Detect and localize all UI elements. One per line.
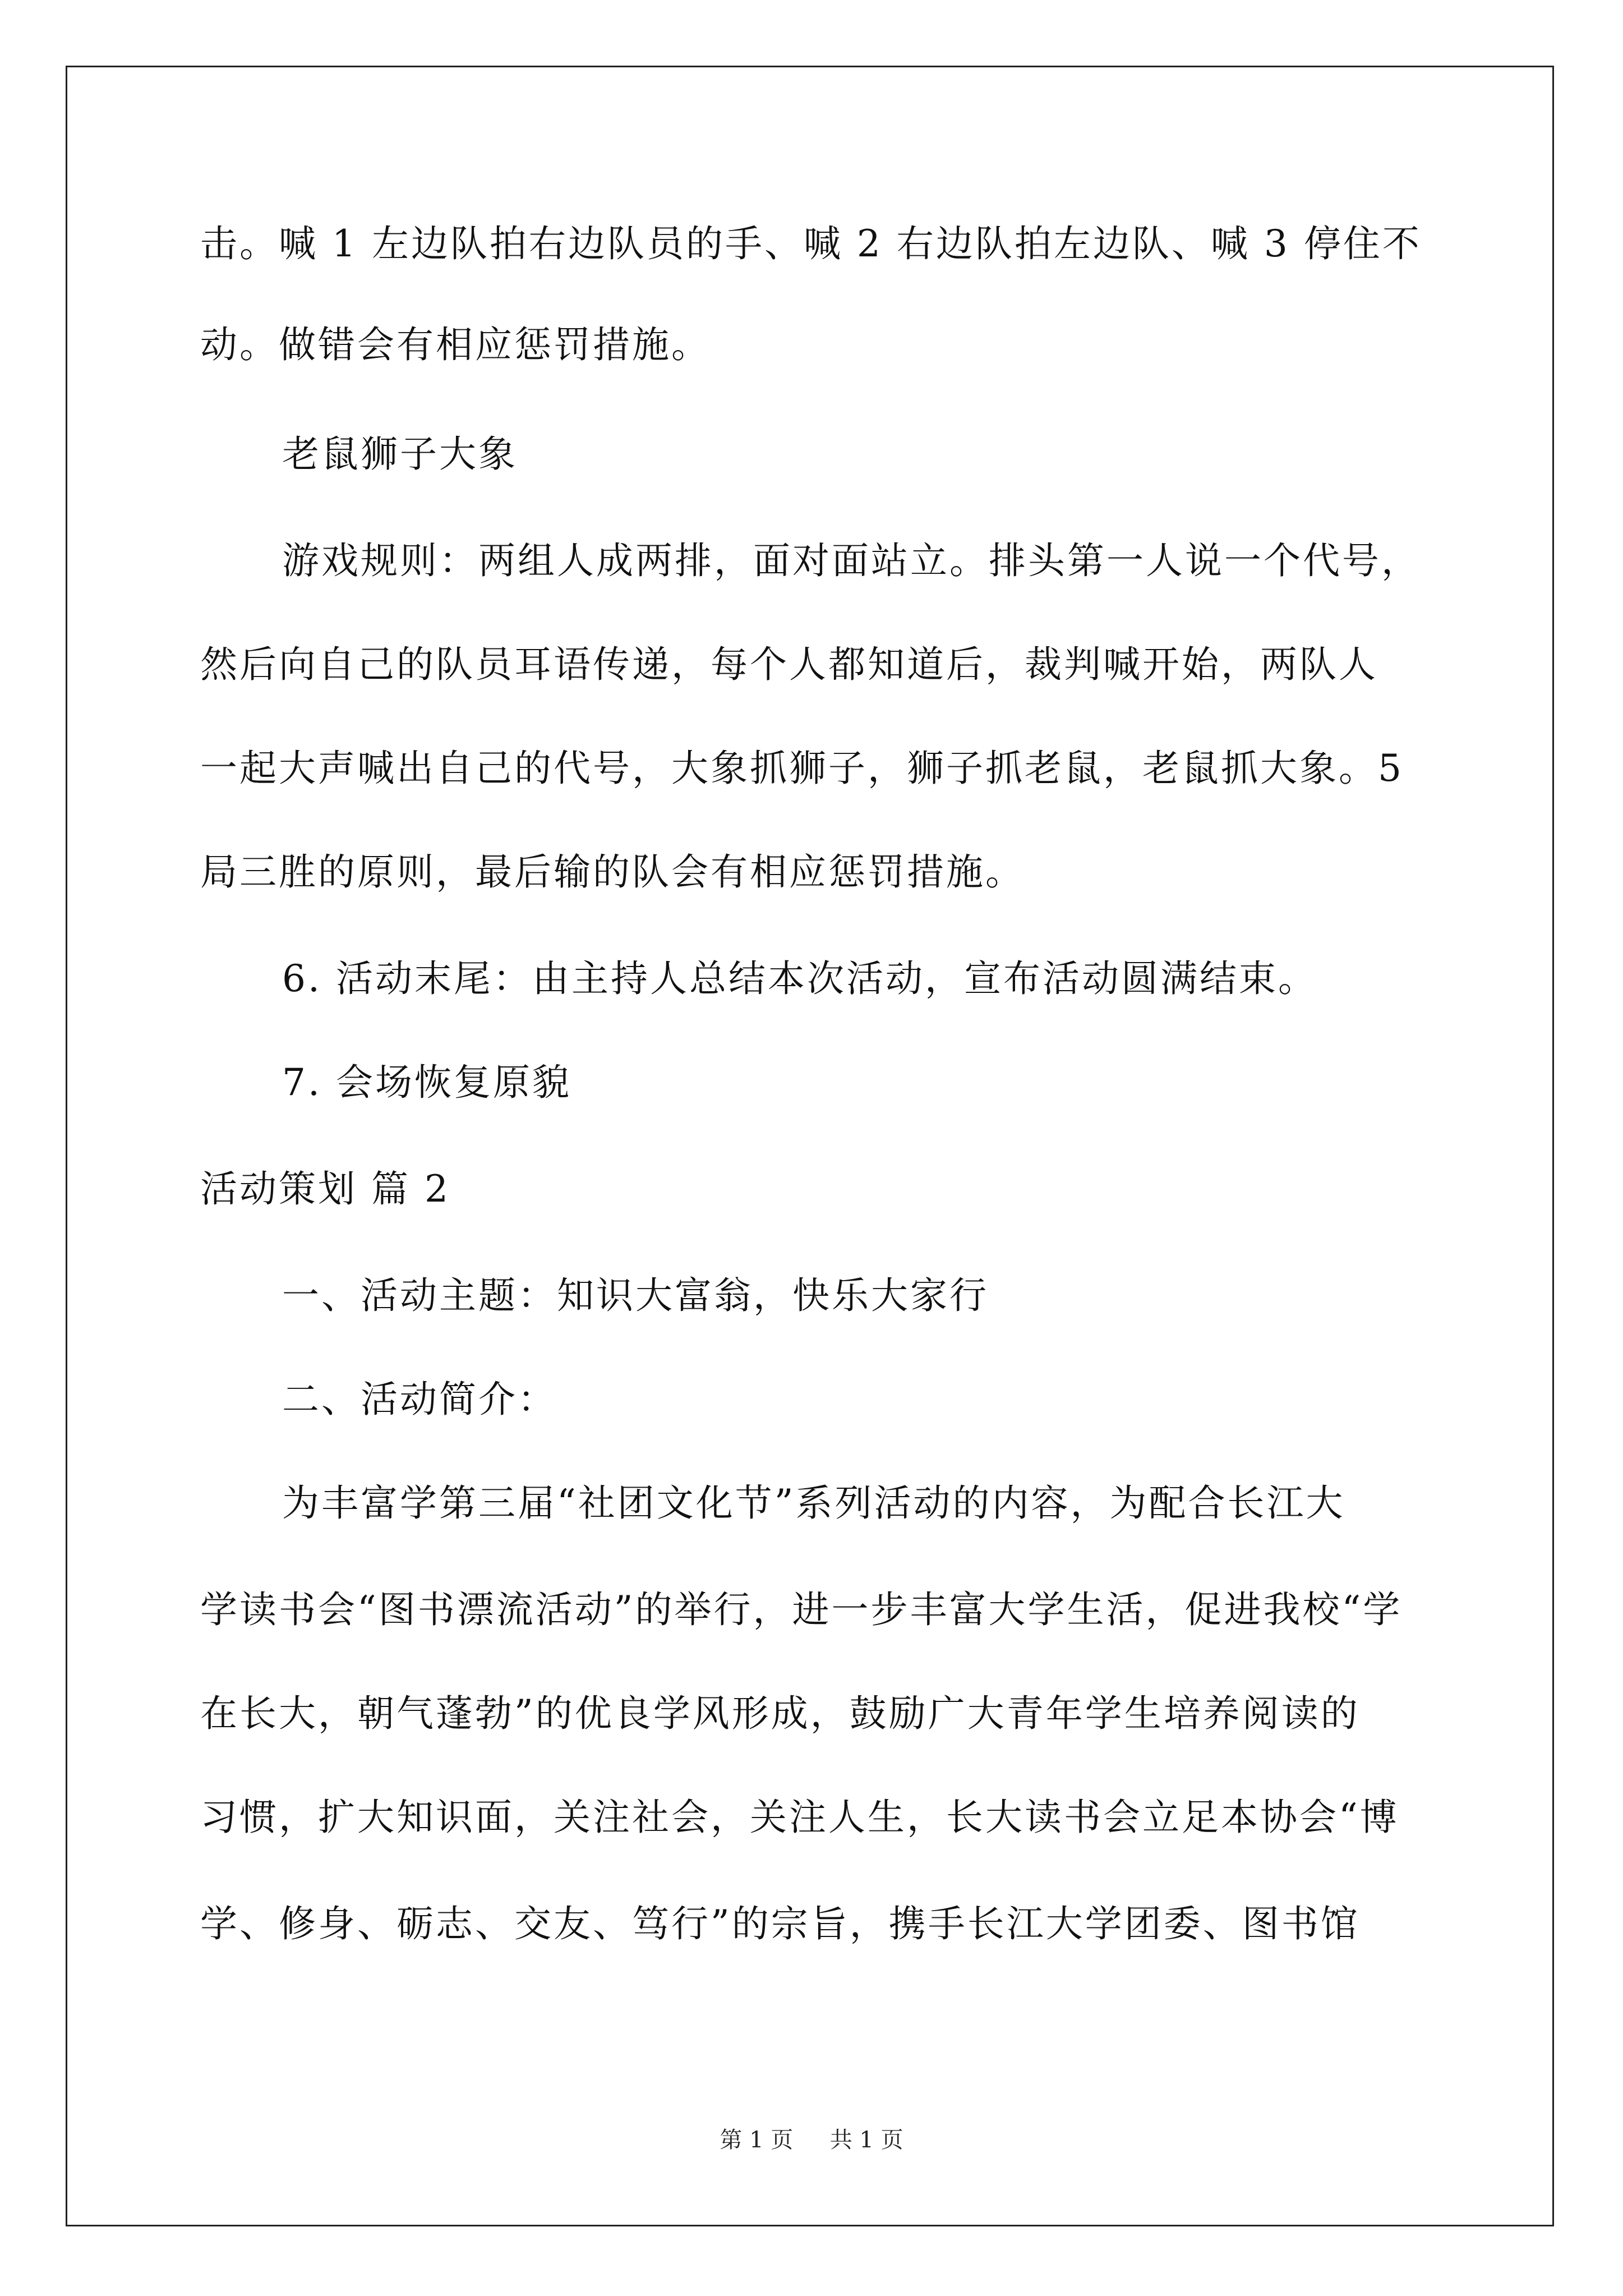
text-line: 在长大，朝气蓬勃”的优良学风形成，鼓励广大青年学生培养阅读的: [200, 1692, 1360, 1735]
text-line: 6. 活动末尾：由主持人总结本次活动，宣布活动圆满结束。: [282, 957, 1317, 1000]
text-line: 动。做错会有相应惩罚措施。: [200, 323, 711, 366]
text-line: 游戏规则：两组人成两排，面对面站立。排头第一人说一个代号，: [282, 539, 1421, 582]
text-line: 一、活动主题：知识大富翁，快乐大家行: [282, 1274, 989, 1317]
page-footer: [0, 2126, 1623, 2154]
text-line: 习惯，扩大知识面，关注社会，关注人生，长大读书会立足本协会“博: [200, 1796, 1399, 1839]
section-heading: 老鼠狮子大象: [282, 432, 518, 476]
text-line: 学读书会“图书漂流活动”的举行，进一步丰富大学生活，促进我校“学: [200, 1588, 1403, 1631]
text-line: 击。喊 1 左边队拍右边队员的手、喊 2 右边队拍左边队、喊 3 停住不: [200, 222, 1422, 265]
text-line: 为丰富学第三届“社团文化节”系列活动的内容，为配合长江大: [282, 1481, 1345, 1525]
section-title: 活动策划 篇 2: [200, 1167, 450, 1211]
text-line: 7. 会场恢复原貌: [282, 1061, 571, 1104]
text-line: 二、活动简介：: [282, 1378, 557, 1421]
page-total: 共 1 页: [829, 2127, 903, 2153]
text-line: 学、修身、砺志、交友、笃行”的宗旨，携手长江大学团委、图书馆: [200, 1902, 1360, 1945]
text-line: 然后向自己的队员耳语传递，每个人都知道后，裁判喊开始，两队人: [200, 643, 1378, 686]
text-line: 一起大声喊出自己的代号，大象抓狮子，狮子抓老鼠，老鼠抓大象。5: [200, 747, 1404, 790]
text-line: 局三胜的原则，最后输的队会有相应惩罚措施。: [200, 850, 1025, 894]
page-number: 第 1 页: [720, 2127, 794, 2153]
